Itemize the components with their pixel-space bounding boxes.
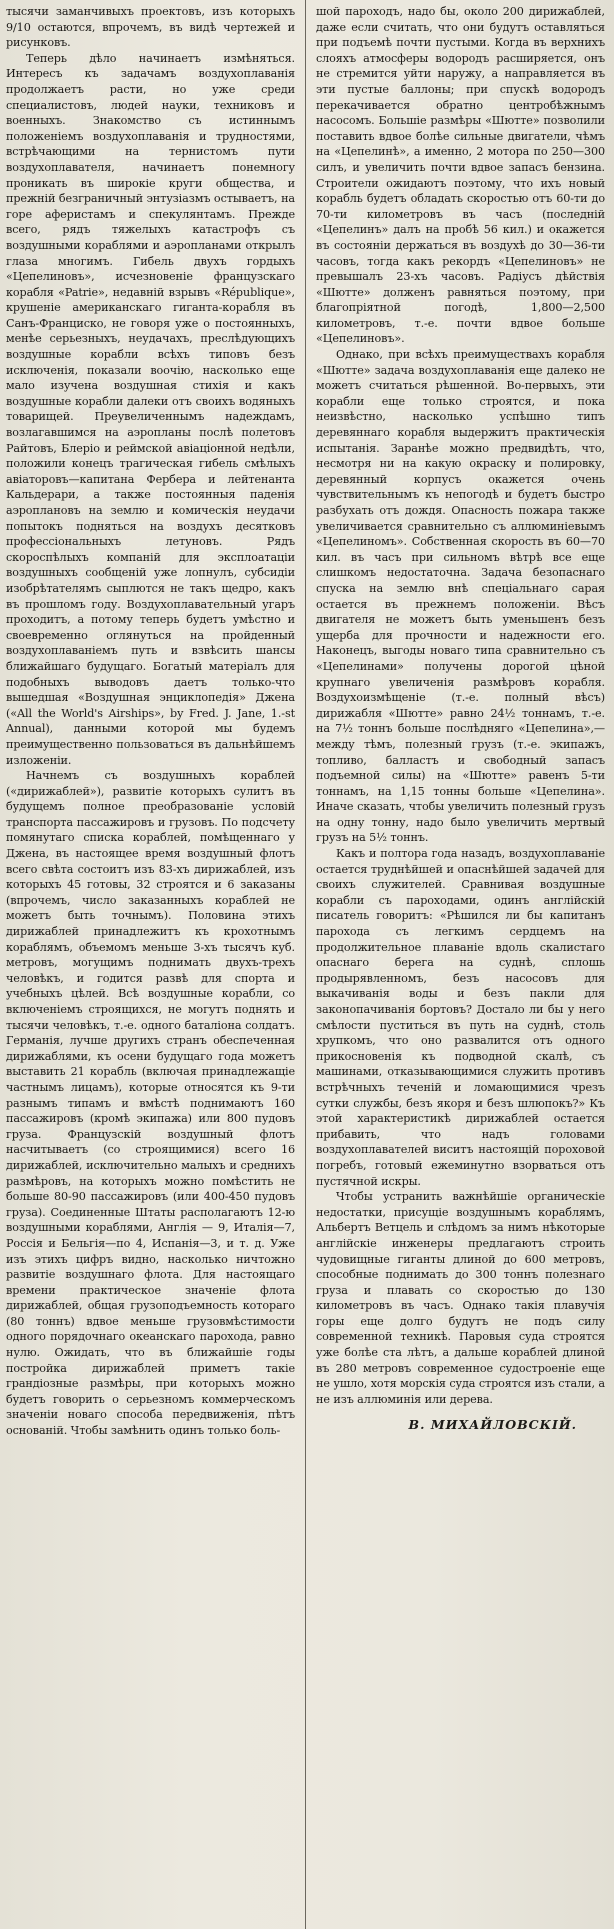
paragraph: шой пароходъ, надо бы, около 200 дирижаблей, даже если считать, что они будутъ оставляться при подъемѣ почти пустыми. Когда въ верхнихъ слояхъ атмосферы водородъ расширяется, онъ не стремится уйти наружу, а направляется въ эти пустые баллоны; при спускѣ водородъ перекачивается обратно центробѣжнымъ насосомъ. Большіе размѣры «Шютте» позволили поставить вдвое болѣе сильные двигатели, чѣмъ на «Цепелинѣ», а именно, 2 мотора по 250—300 силъ, и увеличить почти вдвое запасъ бензина. Строители ожидаютъ поэтому, что ихъ новый корабль будетъ обладать скоростью отъ 60-ти до 70-ти километровъ въ часъ (последній «Цепелинъ» далъ на пробѣ 56 кил.) и окажется въ состояніи держаться въ воздухѣ до 30—36-ти часовъ, тогда какъ рекордъ «Цепелиновъ» не превышалъ 23-хъ часовъ. Радіусъ дѣйствія «Шютте» долженъ равняться поэтому, при благопріятной погодѣ, 1,800—2,500 километровъ, т.-е. почти вдвое больше «Цепелиновъ». <box>316 5 605 346</box>
paragraph: Начнемъ съ воздушныхъ кораблей («дирижаблей»), развитіе которыхъ сулитъ въ будущемъ полное преобразованіе условій транспорта пассажировъ и грузовъ. По подсчету помянутаго списка кораблей, помѣщеннаго у Джена, въ настоящее время воздушный флотъ всего свѣта состоитъ изъ 83-хъ дирижаблей, изъ которыхъ 45 готовы, 32 строятся и 6 заказаны (впрочемъ, число заказанныхъ кораблей не можетъ быть точнымъ). Половина этихъ дирижаблей принадлежитъ къ крохотнымъ кораблямъ, объемомъ меньше 3-хъ тысячъ куб. метровъ, могущимъ поднимать двухъ-трехъ человѣкъ, и годится развѣ для спорта и учебныхъ цѣлей. Всѣ воздушные корабли, со включеніемъ строящихся, не могутъ поднять и тысячи человѣкъ, т.-е. одного баталіона солдатъ. Германія, лучше другихъ странъ обеспеченная дирижаблями, къ осени будущаго года можетъ выставить 21 корабль (включая принадлежащіе частнымъ лицамъ), которые относятся къ 9-ти разнымъ типамъ и вмѣстѣ поднимаютъ 160 пассажировъ (кромѣ экипажа) или 800 пудовъ груза. Французскій воздушный флотъ насчитываетъ (со строящимися) всего 16 дирижаблей, исключительно малыхъ и среднихъ размѣровъ, на которыхъ можно помѣстить не больше 80-90 пассажировъ (или 400-450 пудовъ груза). Соединенные Штаты располагаютъ 12-ю воздушными кораблями, Англія — 9, Италія—7, Россія и Бельгія—по 4, Испанія—3, и т. д. Уже изъ этихъ цифръ видно, насколько ничтожно развитіе воздушнаго флота. Для настоящаго времени практическое значеніе флота дирижаблей, общая грузоподъемность котораго (80 тоннъ) вдвое меньше грузовмѣстимости одного порядочнаго океанскаго парохода, равно нулю. Ожидать, что въ ближайшіе годы постройка дирижаблей приметъ такіе грандіозные размѣры, при которыхъ можно будетъ говорить о серьезномъ коммерческомъ значеніи новаго способа передвиженія, пѣтъ основаній. Чтобы замѣнить одинъ только боль- <box>6 769 295 1438</box>
paragraph: Чтобы устранить важнѣйшіе органическіе недостатки, присущіе воздушнымъ кораблямъ, Альбертъ Ветцель и слѣдомъ за нимъ нѣкоторые англійскіе инженеры предлагаютъ строить чудовищные гиганты длиной до 600 метровъ, способные поднимать до 300 тоннъ полезнаго груза и плавать со скоростью до 130 километровъ въ часъ. Однако такія плавучія горы еще долго будутъ не подъ силу современной техникѣ. Паровыя суда строятся уже болѣе ста лѣтъ, а дальше кораблей длиной въ 280 метровъ современное судостроеніе еще не ушло, хотя морскія суда строятся изъ стали, а не изъ аллюминія или дерева. <box>316 1190 605 1406</box>
article-column-left <box>6 4 295 1439</box>
paragraph: Какъ и полтора года назадъ, воздухоплаваніе остается труднѣйшей и опаснѣйшей задачей для своихъ служителей. Сравнивая воздушные корабли съ пароходами, одинъ англійскій писатель говоритъ: «Рѣшился ли бы капитанъ парохода съ легкимъ сердцемъ на продолжительное плаваніе вдоль скалистаго опаснаго берега на суднѣ, сплошь продырявленномъ, безъ насосовъ для выкачиванія воды и безъ пакли для законопачиванія бортовъ? Достало ли бы у него смѣлости пуститься въ путь на суднѣ, столь хрупкомъ, что оно развалится отъ одного прикосновенія къ подводной скалѣ, съ машинами, отказывающимися служить противъ встрѣчныхъ теченій и ломающимися чрезъ сутки службы, безъ якоря и безъ шлюпокъ?» Къ этой характеристикѣ дирижаблей остается прибавить, что надъ головами воздухоплавателей виситъ настоящій пороховой погребъ, готовый ежеминутно взорваться отъ пустячной искры. <box>316 847 605 1188</box>
article-column-right <box>316 4 605 1433</box>
author-signature: В. МИХАЙЛОВСКІЙ. <box>408 1417 577 1433</box>
paragraph: Теперь дѣло начинаетъ измѣняться. Интересъ къ задачамъ воздухоплаванія продолжаетъ расти, но уже среди специалистовъ, людей науки, техниковъ и военныхъ. Знакомство съ истиннымъ положеніемъ воздухоплаванія и трудностями, встрѣчающими на тернистомъ пути воздухоплавателя, начинаетъ понемногу проникать въ широкіе круги общества, и прежній безграничный энтузіазмъ остываетъ, на горе аферистамъ и спекулянтамъ. Прежде всего, рядъ тяжелыхъ катастрофъ съ воздушными кораблями и аэропланами открылъ глаза многимъ. Гибель двухъ гордыхъ «Цепелиновъ», исчезновеніе французскаго корабля «Patrie», недавній взрывъ «République», крушеніе американскаго гиганта-корабля въ Санъ-Франциско, не говоря уже о постоянныхъ, менѣе серьезныхъ, неудачахъ, преслѣдующихъ воздушные корабли всѣхъ типовъ безъ исключенія, показали воочію, насколько еще мало изучена воздушная стихія и какъ воздушные корабли далеки отъ своихъ водяныхъ товарищей. Преувеличеннымъ надеждамъ, возлагавшимся на аэропланы послѣ полетовъ Райтовъ, Блеріо и реймской авіаціонной недѣли, положили конецъ трагическая гибель смѣлыхъ авіаторовъ—капитана Фербера и лейтенанта Кальдерари, а также постоянныя паденія аэроплановъ на землю и комическія неудачи попытокъ подняться на воздухъ десятковъ профессіональныхъ летуновъ. Рядъ скоросп͏ѣлыхъ компаній для эксплоатаціи воздушныхъ сообщеній уже лопнулъ, субсидіи изобрѣтателямъ сыплются не такъ щедро, какъ въ прошломъ году. Воздухоплавательный угаръ проходитъ, а потому теперь будетъ умѣстно и своевременно оглянуться на пройденный воздухоплаваніемъ путь и взвѣсить шансы ближайшаго будущаго. Богатый матеріалъ для подобныхъ выводовъ даетъ только-что вышедшая «Воздушная энциклопедія» Джена («All the World's Airships», by Fred. J. Jane, 1.-st Annual), данными которой мы будемъ преимущественно пользоваться въ дальнѣйшемъ изложеніи. <box>6 51 295 767</box>
column-divider <box>305 0 306 1929</box>
paragraph: тысячи заманчивыхъ проектовъ, изъ которыхъ 9/10 остаются, впрочемъ, въ видѣ чертежей и рисунковъ. <box>6 5 295 50</box>
paragraph: Однако, при всѣхъ преимуществахъ корабля «Шютте» задача воздухоплаванія еще далеко не можетъ считаться рѣшенной. Во-первыхъ, эти корабли еще только строятся, и пока неизвѣстно, насколько успѣшно типъ деревяннаго корабля выдержитъ практическія испытанія. Заранѣе можно предвидѣть, что, несмотря ни на какую окраску и полировку, деревянный корпусъ окажется очень чувствительнымъ къ непогодѣ и будетъ быстро разбухать отъ дождя. Опасность пожара также увеличивается сравнительно съ аллюминіевымъ «Цепелиномъ». Собственная скорость въ 60—70 кил. въ часъ при сильномъ вѣтрѣ все еще слишкомъ недостаточна. Задача безопаснаго спуска на землю внѣ спеціальнаго сарая остается въ прежнемъ положеніи. Вѣсъ двигателя не можетъ быть уменьшенъ безъ ущерба для прочности и надежности его. Наконецъ, выгоды новаго типа сравнительно съ «Цепелинами» получены дорогой цѣной крупнаго увеличенія размѣровъ корабля. Воздухоизмѣщеніе (т.-е. полный вѣсъ) дирижабля «Шютте» равно 24½ тоннамъ, т.-е. на 7½ тоннъ больше послѣдняго «Цепелина»,—между тѣмъ, полезный грузъ (т.-е. экипажъ, топливо, балластъ и свободный запасъ подъемной силы) на «Шютте» равенъ 5-ти тоннамъ, на 1,15 тонны больше «Цепелина». Иначе сказать, чтобы увеличить полезный грузъ на одну тонну, надо было увеличить мертвый грузъ на 5½ тоннъ. <box>316 348 605 845</box>
